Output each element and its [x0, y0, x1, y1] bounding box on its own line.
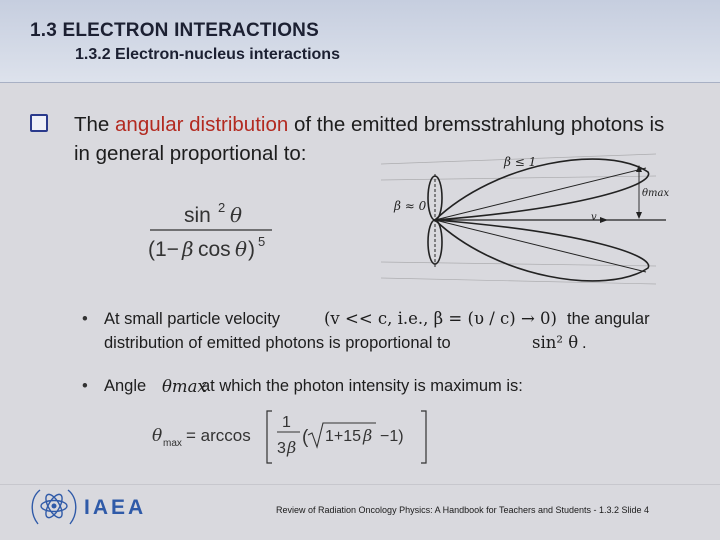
velocity-label: v [591, 212, 597, 223]
beta-zero-label: β ≈ 0 [394, 199, 427, 213]
svg-text:1+15: 1+15 [325, 428, 362, 445]
main-text-before: The [74, 113, 116, 136]
bullet2-math-theta: θmax [162, 377, 207, 396]
bullet-dot: • [82, 377, 88, 395]
svg-text:2: 2 [218, 200, 226, 215]
footer-citation: Review of Radiation Oncology Physics: A Handbook for Teachers and Students - 1.3.2 Slide 4 [276, 505, 650, 515]
svg-text:θ: θ [235, 237, 248, 261]
main-text-accent: angular distribution [115, 113, 289, 136]
svg-text:cos: cos [198, 238, 231, 261]
bullet2-text-b: at which the photon intensity is maximum is: [201, 377, 523, 395]
svg-text:): ) [248, 238, 255, 261]
svg-text:5: 5 [258, 234, 266, 249]
bullet1-math-velocity: (v << c, i.e., β = (υ / c) → 0) [324, 309, 557, 328]
slide-header [0, 0, 720, 83]
checkbox-bullet-icon [30, 114, 48, 132]
iaea-logo [30, 484, 162, 530]
bullet1-text-b: the angular [567, 310, 650, 328]
bullet-dot: • [82, 310, 88, 328]
list-item [82, 310, 702, 358]
svg-text:β: β [182, 237, 194, 261]
svg-text:−1): −1) [380, 428, 404, 445]
bullet1-text-d: . [582, 334, 587, 352]
bullet1-text-c: distribution of emitted photons is proportional to [104, 334, 451, 352]
svg-text:sin: sin [184, 204, 211, 227]
logo-text: IAEA [84, 496, 147, 519]
beta-small-label: β ≤ 1 [504, 155, 537, 169]
svg-text:β: β [363, 426, 373, 445]
theta-max-formula [150, 407, 440, 467]
bullet1-math-sin: sin² θ [532, 333, 579, 352]
svg-text:3: 3 [277, 440, 286, 457]
svg-text:θ: θ [230, 203, 243, 227]
angular-distribution-formula [148, 198, 278, 268]
svg-text:1: 1 [282, 414, 291, 431]
bremsstrahlung-angular-diagram [376, 150, 672, 290]
svg-text:(: ( [302, 427, 309, 448]
svg-text:(1−: (1− [148, 238, 179, 261]
bullet1-text-a: At small particle velocity [104, 310, 281, 328]
slide-title: 1.3 ELECTRON INTERACTIONS [30, 20, 319, 41]
theta-max-label: θmax [642, 188, 670, 199]
svg-text:β: β [287, 438, 297, 457]
svg-text:= arccos: = arccos [186, 426, 251, 445]
main-text-after: of the emitted bremsstrahlung photons is in general proportional to: [74, 113, 665, 165]
svg-text:θ: θ [152, 426, 163, 446]
slide-subtitle: 1.3.2 Electron-nucleus interactions [75, 46, 340, 63]
bullet2-text-a: Angle [104, 377, 147, 395]
list-item [82, 377, 702, 401]
svg-text:max: max [163, 438, 182, 449]
